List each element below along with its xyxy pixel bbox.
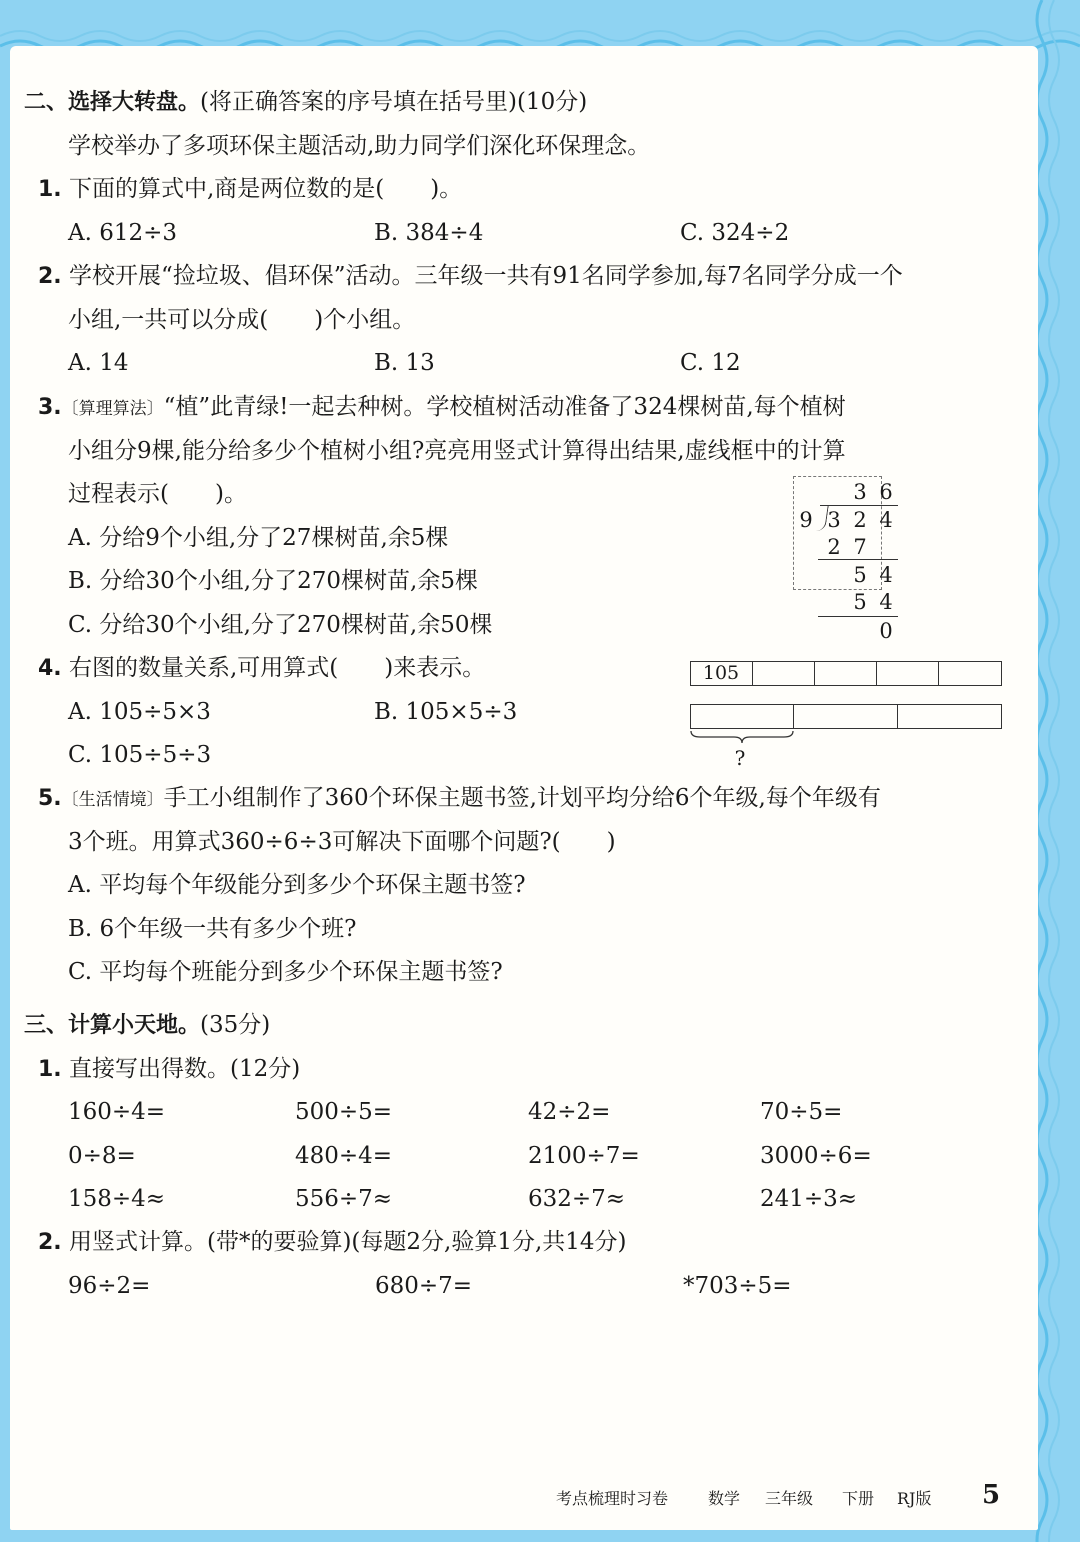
q3-option-a[interactable]: A. 分给9个小组,分了27棵树苗,余5棵 [68,525,449,551]
step3-digit: 5 [853,590,867,614]
part2-number: 2. [38,1230,62,1255]
mental-problem: 158÷4≈ [68,1186,166,1212]
mental-problem: 0÷8= [68,1143,136,1169]
section2-intro: 学校举办了多项环保主题活动,助力同学们深化环保理念。 [68,133,651,159]
part1-number: 1. [38,1057,62,1082]
part2-title [38,1228,627,1257]
footer-edition: RJ版 [897,1489,932,1508]
footer-series: 考点梳理时习卷 [556,1489,669,1508]
remainder: 0 [879,619,893,643]
step3-line [818,616,898,617]
q4-option-a[interactable]: A. 105÷5×3 [68,699,211,725]
q2-number: 2. [38,264,62,289]
q5-option-c[interactable]: C. 平均每个班能分到多少个环保主题书签? [68,959,503,985]
section2-instruction: (将正确答案的序号填在括号里)(10分) [200,89,588,115]
q4-option-b[interactable]: B. 105×5÷3 [374,699,518,725]
bar-segment-divider [876,662,877,685]
q3-text-line1: “植”此青绿!一起去种树。学校植树活动准备了324棵树苗,每个植树 [163,394,846,420]
mental-problem: 70÷5= [760,1099,843,1125]
q5-option-a[interactable]: A. 平均每个年级能分到多少个环保主题书签? [68,872,526,898]
q1-text: 下面的算式中,商是两位数的是( )。 [68,176,463,202]
footer-subject: 数学 [708,1489,741,1508]
part1-text: 直接写出得数。(12分) [68,1056,301,1082]
bar-segment-divider [793,705,794,728]
q3-stem-line1 [38,393,846,423]
mental-problem: 480÷4= [295,1143,393,1169]
q2-option-b[interactable]: B. 13 [374,350,435,376]
q2-option-c[interactable]: C. 12 [680,350,741,376]
q1-option-b[interactable]: B. 384÷4 [374,220,484,246]
section3-title [24,1011,270,1040]
bar-question-mark: ? [734,746,746,770]
bar-segment-divider [897,705,898,728]
step2-digit: 5 [853,563,867,587]
bottom-bar [690,704,1002,729]
q5-number: 5. [38,786,62,811]
q1-option-a[interactable]: A. 612÷3 [68,220,178,246]
q4-number: 4. [38,656,62,681]
q4-text: 右图的数量关系,可用算式( )来表示。 [68,655,486,681]
division-bar [820,505,898,506]
mental-problem: 241÷3≈ [760,1186,858,1212]
mental-problem: 500÷5= [295,1099,393,1125]
q3-option-c[interactable]: C. 分给30个小组,分了270棵树苗,余50棵 [68,612,493,638]
step1-digit: 2 [827,535,841,559]
q5-text-line1: 手工小组制作了360个环保主题书签,计划平均分给6个年级,每个年级有 [163,785,881,811]
mental-problem: 3000÷6= [760,1143,872,1169]
footer-grade: 三年级 [765,1489,814,1508]
part1-title [38,1055,300,1084]
dividend-digit: 2 [853,508,867,532]
vertical-problem: *703÷5= [683,1273,792,1299]
q5-option-b[interactable]: B. 6个年级一共有多少个班? [68,916,357,942]
step1-line [818,559,898,560]
q3-text-line3: 过程表示( )。 [68,481,247,507]
section2-title [24,88,587,117]
mental-problem: 42÷2= [528,1099,611,1125]
dividend-digit: 3 [827,508,841,532]
vertical-problem: 680÷7= [375,1273,473,1299]
q1-option-c[interactable]: C. 324÷2 [680,220,790,246]
step2-digit: 4 [879,563,893,587]
footer-volume: 下册 [842,1489,875,1508]
section2-heading: 二、选择大转盘。 [24,90,201,115]
q2-stem-line1 [38,262,903,291]
q3-option-b[interactable]: B. 分给30个小组,分了270棵树苗,余5棵 [68,568,478,594]
long-division [790,476,910,646]
q2-text-line1: 学校开展“捡垃圾、倡环保”活动。三年级一共有91名同学参加,每7名同学分成一个 [68,263,903,289]
q5-tag: 〔生活情境〕 [61,790,164,810]
q4-stem [38,654,485,683]
q2-text-line2: 小组,一共可以分成( )个小组。 [68,307,416,333]
bar-segment-divider [814,662,815,685]
q3-text-line2: 小组分9棵,能分给多少个植树小组?亮亮用竖式计算得出结果,虚线框中的计算 [68,438,846,464]
step1-digit: 7 [853,535,867,559]
q3-number: 3. [38,395,62,420]
mental-problem: 556÷7≈ [295,1186,393,1212]
bar-label: 105 [702,662,740,684]
bar-segment-divider [752,662,753,685]
q5-stem-line1 [38,784,881,814]
mental-problem: 2100÷7= [528,1143,640,1169]
quotient-digit: 3 [853,480,867,504]
q1-number: 1. [38,177,62,202]
bar-segment-divider [938,662,939,685]
top-bar [690,661,1002,686]
vertical-problem: 96÷2= [68,1273,151,1299]
q1-stem [38,175,462,204]
section3-score: (35分) [200,1012,271,1038]
mental-problem: 632÷7≈ [528,1186,626,1212]
section3-heading: 三、计算小天地。 [24,1013,201,1038]
dividend-digit: 4 [879,508,893,532]
page-number: 5 [982,1480,1001,1510]
q5-text-line2: 3个班。用算式360÷6÷3可解决下面哪个问题?( ) [68,829,616,855]
q4-option-c[interactable]: C. 105÷5÷3 [68,742,212,768]
divisor: 9 [799,508,813,532]
mental-problem: 160÷4= [68,1099,166,1125]
q3-tag: 〔算理算法〕 [61,399,164,419]
step3-digit: 4 [879,590,893,614]
part2-text: 用竖式计算。(带*的要验算)(每题2分,验算1分,共14分) [68,1229,627,1255]
quotient-digit: 6 [879,480,893,504]
q2-option-a[interactable]: A. 14 [68,350,129,376]
brace [690,730,794,744]
